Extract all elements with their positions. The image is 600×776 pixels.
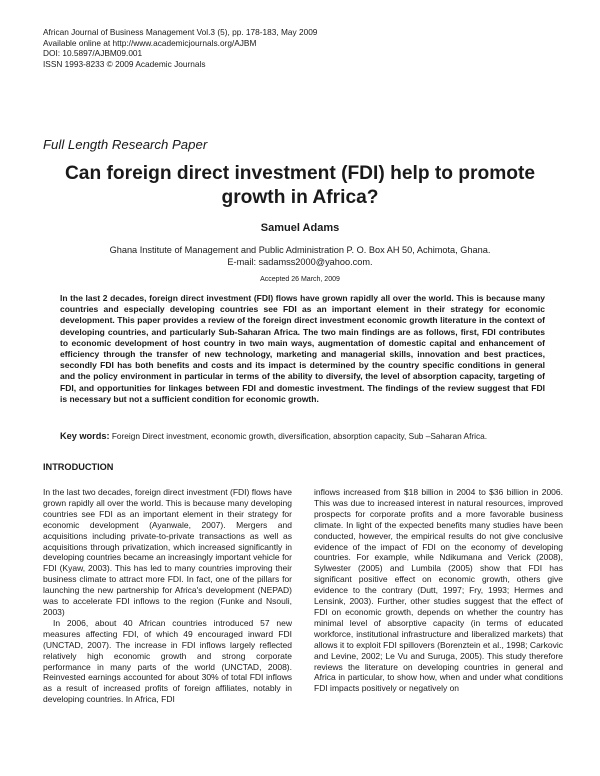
journal-header — [43, 27, 317, 69]
doi: DOI: 10.5897/AJBM09.001 — [43, 48, 143, 59]
keywords-label: Key words: — [60, 431, 110, 441]
author-name: Samuel Adams — [260, 222, 340, 234]
paragraph: In the last two decades, foreign direct investment (FDI) flows have grown rapidly all over the world. This is because many developing countries see FDI as an important element in their strategy for economic development (Ayanwale, 2007). Mergers and acquisitions including private-to-private transactions as well as acquisitions through privatization, which increased significantly in developing countries became an increasingly important vehicle for FDI (Kyaw, 2003). This has led to many countries improving their business climate to attract more FDI. In fact, one of the pillars for launching the new partnership for Africa's development (NEPAD) was to accelerate FDI inflows to the region (Funke and Nsouli, 2003) — [43, 487, 292, 617]
author-email: E-mail: sadamss2000@yahoo.com. — [227, 256, 373, 267]
paragraph: inflows increased from $18 billion in 2004 to $36 billion in 2006. This was due to increased interest in natural resources, improved prospects for corporate profits and a more favorable business climate. In light of the expected benefits many studies have been conducted, however, the empirical results do not give conclusive evidence of the impact of FDI on the economy of developing countries. For example, while Ndikumana and Verick (2008), Sylwester (2005) and Lumbila (2005) show that FDI has significant positive effect on economic growth, others give evidence to the contrary (Dutt, 1997; Fry, 1993; Hermes and Lensink, 2003). Further, other studies suggest that the effect of FDI on economic growth, depends on whether the country has minimal level of absorptive capacity (in terms of educated workforce, institutional infrastructure and liberalized markets) that allows it to exploit FDI spillovers (Borenztein et al., 1998; Carkovic and Levine, 2002; Le Vu and Suruga, 2005). This study therefore reviews the literature on developing countries in general and Africa in particular, to show how, when and under what conditions FDI impacts positively or negatively on — [314, 487, 563, 694]
affiliation: Ghana Institute of Management and Public Administration P. O. Box AH 50, Achimota, Ghana. — [109, 245, 491, 255]
paper-title: Can foreign direct investment (FDI) help to promote growth in Africa? — [64, 163, 536, 208]
keywords-text: Foreign Direct investment, economic growth, diversification, absorption capacity, Sub –Saharan Africa. — [111, 431, 488, 441]
affiliation-block — [0, 245, 600, 268]
body-column-left — [43, 487, 292, 705]
issn: ISSN 1993-8233 © 2009 Academic Journals — [43, 58, 206, 69]
article-type: Full Length Research Paper — [43, 137, 208, 152]
journal-url: Available online at http://www.academicjournals.org/AJBM — [43, 37, 257, 48]
accepted-date: Accepted 26 March, 2009 — [260, 276, 340, 283]
section-heading-introduction: INTRODUCTION — [43, 462, 114, 472]
abstract: In the last 2 decades, foreign direct investment (FDI) flows have grown rapidly all over the world. This is because many countries and especially developing countries see FDI as an important element in their strategy for economic development. This paper provides a review of the foreign direct investment economic growth literature in the context of developing countries, and particularly Sub-Saharan Africa. The two main findings are as follows, first, FDI contributes to economic development of host country in two main ways, augmentation of domestic capital and enhancement of efficiency through the transfer of new technology, marketing and managerial skills, innovation and best practices, secondly FDI has both benefits and costs and its impact is determined by the country specific conditions in general and the policy environment in particular in terms of the ability to diversify, the level of absorption capacity, targeting of FDI, and opportunities for linkages between FDI and domestic investment. The findings of the review suggest that FDI is necessary but not a sufficient condition for economic growth. — [60, 293, 545, 404]
journal-citation: African Journal of Business Management Vol.3 (5), pp. 178-183, May 2009 — [43, 27, 318, 37]
paragraph: In 2006, about 40 African countries introduced 57 new measures affecting FDI, of which 49 encouraged inward FDI (UNCTAD, 2007). The increase in FDI inflows largely reflected relatively high economic growth and strong corporate performance in many parts of the world (UNCTAD, 2008). Reinvested earnings accounted for about 30% of total FDI inflows as a result of increased profits of foreign affiliates, notably in developing countries. In Africa, FDI — [43, 617, 292, 705]
body-column-right — [314, 487, 563, 694]
keywords — [60, 431, 560, 441]
